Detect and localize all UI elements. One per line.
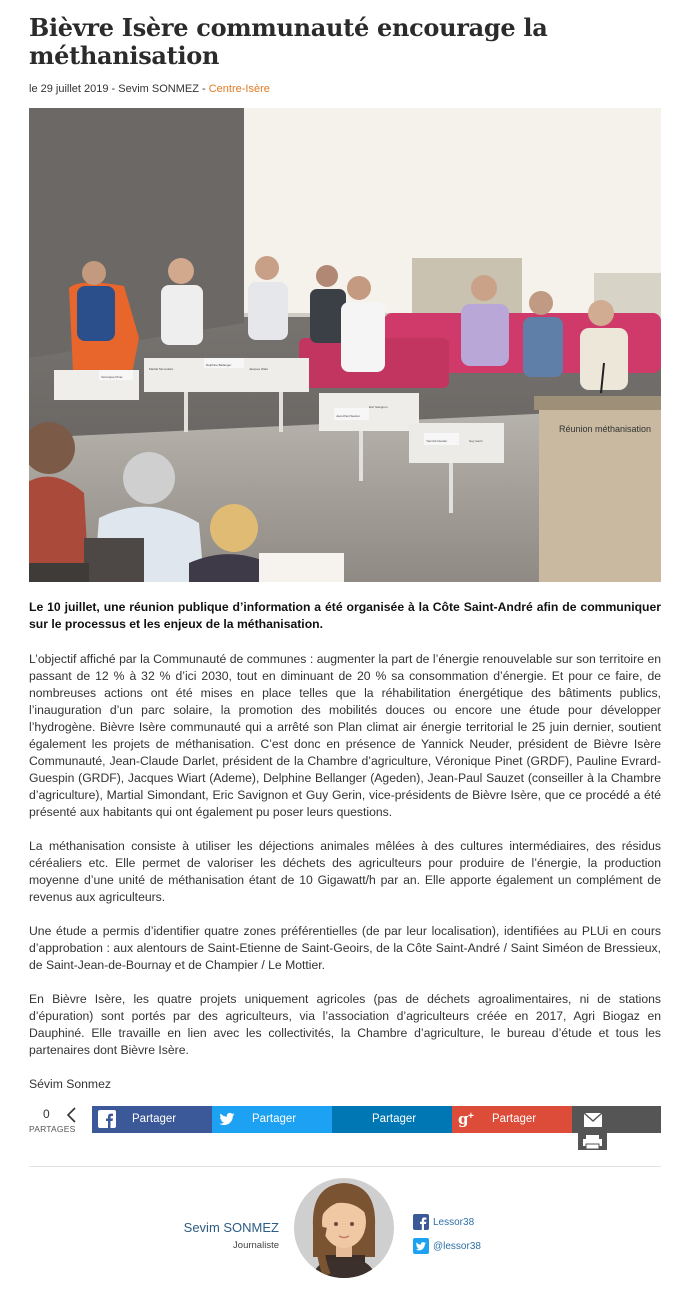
photo-name-card: Delphine Bellanger	[206, 363, 232, 367]
print-icon	[578, 1133, 607, 1150]
photo-name-card: Martial Simondant	[149, 367, 174, 371]
facebook-share-label: Partager	[132, 1113, 177, 1125]
mail-share-button[interactable]	[572, 1106, 661, 1133]
author-facebook-handle: Lessor38	[433, 1216, 475, 1228]
photo-name-card: Yannick Neuder	[426, 439, 448, 443]
twitter-share-label: Partager	[252, 1113, 297, 1125]
article-title: Bièvre Isère communauté encourage la méthanisation	[29, 13, 548, 70]
photo-name-card: Jacques Wiart	[249, 367, 269, 371]
photo-name-card: Jean-Paul Sauzet	[336, 414, 360, 418]
paragraph-2: La méthanisation consiste à utiliser les déjections animales mêlées à des cultures intermédiaires, des résidus céréaliers etc. Elle permet de valoriser les déchets des agriculteurs pour produire de l’énergie, la production moyenne d’une unité de méthanisation étant de 10 Gigawatt/h par an. Elle apporte également un complément de revenus aux agriculteurs.	[29, 839, 661, 904]
twitter-icon	[413, 1238, 429, 1254]
author-box	[0, 1167, 693, 1294]
paragraph-1: L’objectif affiché par la Communauté de communes : augmenter la part de l’énergie renouvelable sur son territoire en passant de 12 % à 32 % d’ici 2030, tout en diminuant de 20 % sa consommation d’énergie. Et pour ce faire, de nombreuses actions ont été mises en place telles que la réhabilitation énergétique des bâtiments publics, l’inauguration d’un parc solaire, la promotion des mobilités douces ou encore une étude pour développer l’hydrogène. Bièvre Isère communauté qui a arrêté son Plan climat air énergie territorial le 25 juin dernier, soutient également les projets de méthanisation. C’est donc en présence de Yannick Neuder, président de Bièvre Isère Communauté, Jean-Claude Darlet, président de la Chambre d’agriculture, Véronique Pinet (GRDF), Pauline Evrard-Guespin (GRDF), Jacques Wiart (Ademe), Delphine Bellanger (Ageden), Jean-Paul Sauzet (conseiller à la Chambre d’agriculture), Martial Simondant, Eric Savignon et Guy Gerin, vice-présidents de Bièvre Isère, que ce procédé a été présenté aux habitants qui ont également pu poser leurs questions.	[29, 652, 661, 819]
facebook-share-button[interactable]	[92, 1106, 212, 1133]
linkedin-share-label: Partager	[372, 1113, 417, 1125]
article-body	[29, 651, 661, 1110]
share-bar	[29, 1106, 661, 1152]
linkedin-share-button[interactable]	[332, 1106, 452, 1133]
paragraph-4: En Bièvre Isère, les quatre projets uniquement agricoles (pas de déchets agroalimentaires, ni de stations d’épuration) sont portés par des agriculteurs, via l’association d’agriculteurs créée en 2017, Agri Biogaz en Dauphiné. Elle travaille en lien avec les collectivités, la Chambre d’agriculture, le bureau d’étude et tous les partenaires dont Bièvre Isère.	[29, 992, 661, 1057]
article-meta	[29, 83, 270, 95]
author-twitter-handle: @lessor38	[433, 1240, 481, 1252]
category-link[interactable]: Centre-Isère	[208, 83, 270, 95]
photo-name-card: Guy Gerin	[469, 439, 483, 443]
svg-text:g: g	[458, 1110, 469, 1128]
mail-icon	[583, 1112, 603, 1128]
twitter-share-button[interactable]	[212, 1106, 332, 1133]
share-count-number: 0	[43, 1107, 50, 1121]
svg-text:+: +	[468, 1111, 474, 1122]
author-facebook-link[interactable]	[413, 1214, 474, 1230]
share-count-label: PARTAGES	[29, 1124, 76, 1134]
print-button[interactable]	[578, 1133, 607, 1150]
photo-name-card: Véronique Pinet	[101, 375, 123, 379]
googleplus-share-label: Partager	[492, 1113, 537, 1125]
twitter-icon	[218, 1110, 236, 1128]
paragraph-3: Une étude a permis d’identifier quatre zones préférentielles (de par leur localisation), identifiées au PLUi en cours d’approbation : aux alentours de Saint-Etienne de Saint-Geoirs, de la Côte Saint-André / Saint Siméon de Bressieux, de Saint-Jean-de-Bournay et de Champier / Le Mottier.	[29, 924, 661, 972]
date-author: le 29 juillet 2019 - Sevim SONMEZ -	[29, 83, 209, 95]
googleplus-share-button[interactable]	[452, 1106, 572, 1133]
googleplus-icon	[458, 1110, 480, 1128]
photo-banner-text: Réunion méthanisation	[559, 424, 652, 434]
author-name[interactable]: Sevim SONMEZ	[183, 1220, 279, 1235]
author-twitter-link[interactable]	[413, 1238, 481, 1254]
article-photo	[29, 108, 661, 582]
article-lead: Le 10 juillet, une réunion publique d’information a été organisée à la Côte Saint-André afin de communiquer sur le processus et les enjeux de la méthanisation.	[29, 600, 661, 631]
avatar	[293, 1167, 395, 1289]
facebook-icon	[413, 1214, 429, 1230]
article-signature: Sévim Sonmez	[29, 1077, 111, 1091]
author-role: Journaliste	[233, 1240, 279, 1251]
facebook-icon	[98, 1110, 116, 1128]
photo-name-card: Eric Savignon	[369, 405, 388, 409]
